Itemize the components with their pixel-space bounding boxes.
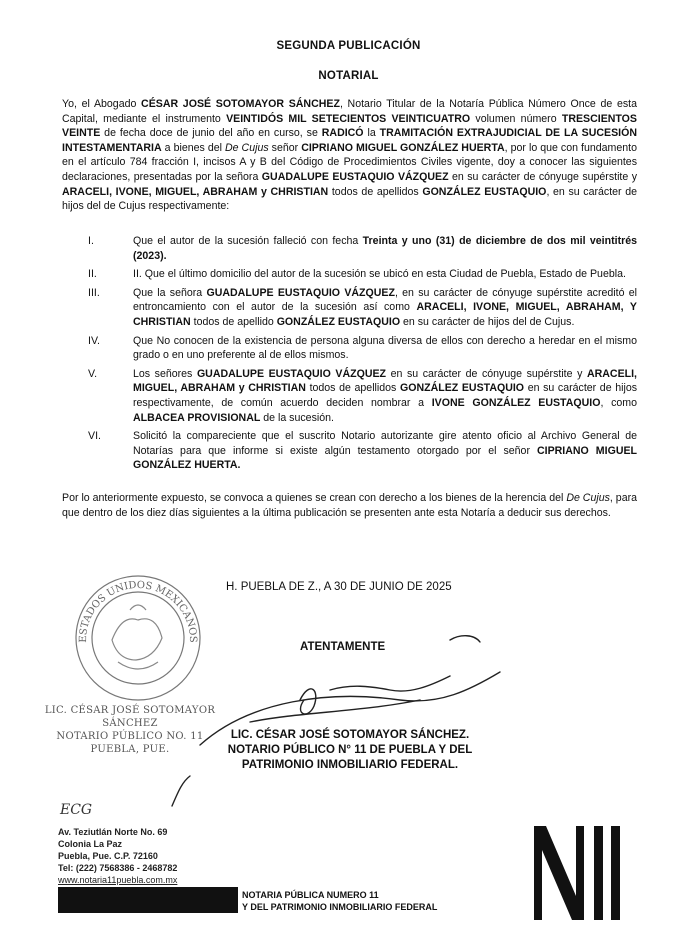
declaration-text: Los señores GUADALUPE EUSTAQUIO VÁZQUEZ en su carácter de cónyuge supérstite y ARACELI, MIGUEL, ABRAHAM y CHRISTIAN todos de apellidos GONZÁLEZ EUSTAQUIO en su carácter de hijos respectivamente, de común acuerdo deciden nombrar a IVONE GONZÁLEZ EUSTAQUIO, como ALBACEA PROVISIONAL de la sucesión. (133, 367, 638, 424)
declaration-text: Solicitó la compareciente que el suscrito Notario autorizante gire atento oficio al Archivo General de Notarías para que informe si existe algún testamento otorgado por el señor CIPRIANO MIGUEL GONZÁLEZ HUERTA. (133, 430, 638, 472)
declaration-text: Que la señora GUADALUPE EUSTAQUIO VÁZQUEZ, en su carácter de cónyuge supérstite acreditó el entroncamiento con el autor de la sucesión así como ARACELI, IVONE, MIGUEL, ABRAHAM, Y CHRISTIAN todos de apellido GONZÁLEZ EUSTAQUIO en su carácter de hijos del de Cujus. (133, 286, 637, 328)
address-street: Av. Teziutlán Norte No. 69 (58, 827, 168, 837)
stamp-line-3: PUEBLA, PUE. (90, 744, 170, 755)
signatory-name: LIC. CÉSAR JOSÉ SOTOMAYOR SÁNCHEZ. (230, 729, 470, 741)
declaration-number: IV. (88, 334, 100, 347)
footer-line-1: NOTARIA PÚBLICA NUMERO 11 (242, 890, 379, 900)
logo-text: NII (0, 0, 2, 1)
signatory-title: NOTARIO PÚBLICO N° 11 DE PUEBLA Y DEL (227, 744, 473, 756)
signatory-title-2: PATRIMONIO INMOBILIARIO FEDERAL. (241, 759, 459, 771)
publication-title: SEGUNDA PUBLICACIÓN (276, 40, 421, 52)
notarial-heading: NOTARIAL (318, 70, 379, 82)
stamp-line-1: LIC. CÉSAR JOSÉ SOTOMAYOR SÁNCHEZ (44, 705, 216, 729)
address-colonia: Colonia La Paz (58, 839, 123, 849)
closing-paragraph: Por lo anteriormente expuesto, se convoca a quienes se crean con derecho a los bienes de la herencia del De Cujus, para que dentro de los diez días siguientes a la última publicación se presenten ante esta Notaría a deducir sus derechos. (62, 492, 638, 519)
website-link[interactable]: www.notaria11puebla.com.mx (58, 875, 178, 885)
seal-text: ESTADOS UNIDOS MEXICANOS (77, 579, 199, 643)
place-and-date: H. PUEBLA DE Z., A 30 DE JUNIO DE 2025 (226, 581, 452, 593)
declaration-number: V. (88, 367, 98, 380)
declaration-number: I. (88, 235, 94, 247)
sign-off: ATENTAMENTE (300, 641, 386, 653)
stamp-line-2: NOTARIO PÚBLICO NO. 11 (56, 731, 204, 742)
address-tel: Tel: (222) 7568386 - 2468782 (58, 863, 178, 873)
address-city: Puebla, Pue. C.P. 72160 (58, 851, 158, 861)
declaration-number: II. (88, 268, 97, 281)
handwritten-initials: ECG (60, 802, 93, 818)
declaration-number: VI. (88, 430, 101, 443)
footer-line-2: Y DEL PATRIMONIO INMOBILIARIO FEDERAL (242, 902, 438, 912)
declaration-text: II. Que el último domicilio del autor de la sucesión se ubicó en esta Ciudad de Puebla, Estado de Puebla. (133, 268, 626, 281)
declaration-text: Que No conocen de la existencia de persona alguna diversa de ellos con derecho a heredar en el mismo grado o en uno preferente al de ellos mismos. (133, 334, 637, 362)
declaration-number: III. (88, 286, 100, 299)
intro-paragraph: Yo, el Abogado CÉSAR JOSÉ SOTOMAYOR SÁNCHEZ, Notario Titular de la Notaría Pública Número Once de esta Capital, mediante el instrumento VEINTIDÓS MIL SETECIENTOS VEINTICUATRO volumen número TRESCIENTOS VEINTE de fecha doce de junio del año en curso, se RADICÓ la TRAMITACIÓN EXTRAJUDICIAL DE LA SUCESIÓN INTESTAMENTARIA a bienes del De Cujus señor CIPRIANO MIGUEL GONZÁLEZ HUERTA, por lo que con fundamento en el artículo 784 fracción I, incisos A y B del Código de Procedimientos Civiles vigente, doy a conocer las siguientes declaraciones, presentadas por la señora GUADALUPE EUSTAQUIO VÁZQUEZ en su carácter de cónyuge supérstite y ARACELI, IVONE, MIGUEL, ABRAHAM y CHRISTIAN todos de apellidos GONZÁLEZ EUSTAQUIO, en su carácter de hijos del de Cujus respectivamente: (62, 98, 637, 213)
declaration-text: Que el autor de la sucesión falleció con fecha Treinta y uno (31) de diciembre de dos mil veintitrés (2023). (133, 235, 638, 262)
